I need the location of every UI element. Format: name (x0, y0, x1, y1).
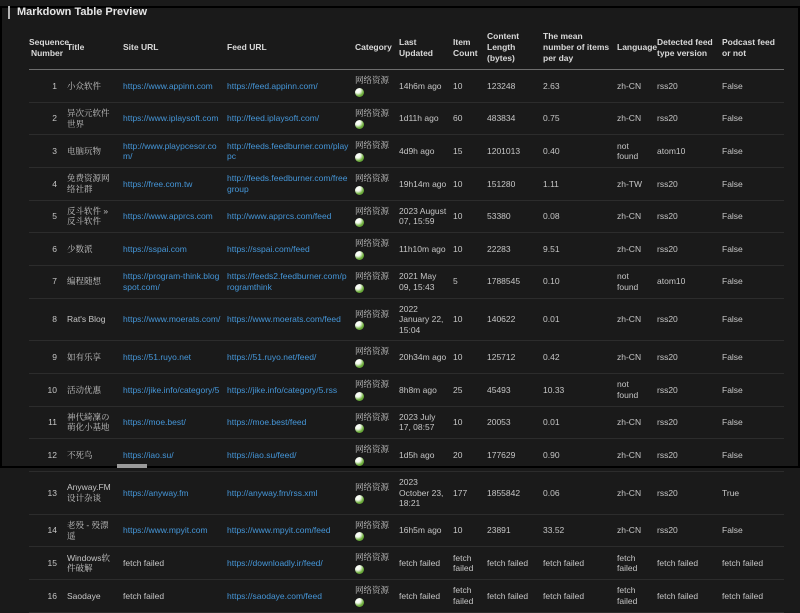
cell-category (355, 439, 399, 472)
cell-podcast-or-not: False (722, 374, 784, 407)
site-url-link[interactable]: https://iao.su/ (123, 449, 174, 460)
table-body (29, 70, 784, 613)
table-header-row (29, 24, 784, 70)
feed-url-link[interactable]: https://sspai.com/feed (227, 243, 310, 254)
cell-language: zh-CN (617, 514, 657, 547)
category-label: 网络资源 (355, 107, 390, 118)
cell-sequence-number: 6 (29, 233, 67, 266)
cell-mean-items-per-day: 0.01 (543, 298, 617, 341)
feed-url-link[interactable]: https://saodaye.com/feed (227, 590, 322, 601)
cell-content-length: 125712 (487, 341, 543, 374)
cell-last-updated: 16h5m ago (399, 514, 453, 547)
feed-url-link[interactable]: https://iao.su/feed/ (227, 449, 297, 460)
cell-feed-type-version: rss20 (657, 471, 722, 514)
cell-title: 异次元软件世界 (67, 102, 123, 135)
cell-feed-type-version: rss20 (657, 168, 722, 201)
cell-site-url (123, 471, 227, 514)
cell-language: zh-CN (617, 439, 657, 472)
cell-last-updated: fetch failed (399, 580, 453, 613)
table-row (29, 265, 784, 298)
feed-url-link[interactable]: https://feeds2.feedburner.com/programthink (227, 271, 347, 292)
cell-category (355, 200, 399, 233)
category-label: 网络资源 (355, 585, 390, 596)
cell-last-updated: 1d11h ago (399, 102, 453, 135)
cell-content-length: 177629 (487, 439, 543, 472)
cell-podcast-or-not: False (722, 439, 784, 472)
column-header-last-updated: Last Updated (399, 24, 453, 70)
cell-podcast-or-not: False (722, 406, 784, 439)
cell-item-count: fetch failed (453, 580, 487, 613)
cell-category (355, 374, 399, 407)
category-label: 网络资源 (355, 519, 390, 530)
cell-sequence-number: 3 (29, 135, 67, 168)
table-row (29, 547, 784, 580)
site-url-link[interactable]: https://www.apprcs.com (123, 211, 213, 222)
cell-podcast-or-not: True (722, 471, 784, 514)
cell-language: zh-CN (617, 471, 657, 514)
table-row (29, 514, 784, 547)
cell-title: 神代綺凜の萌化小基地 (67, 406, 123, 439)
site-url-link[interactable]: https://moe.best/ (123, 417, 186, 428)
cell-mean-items-per-day: 10.33 (543, 374, 617, 407)
cell-last-updated: 4d9h ago (399, 135, 453, 168)
cell-feed-url (227, 298, 355, 341)
cell-language: not found (617, 265, 657, 298)
cell-item-count: 5 (453, 265, 487, 298)
column-header-content-length: Content Length (bytes) (487, 24, 543, 70)
category-label: 网络资源 (355, 270, 390, 281)
cell-sequence-number: 7 (29, 265, 67, 298)
feed-url-link[interactable]: http://anyway.fm/rss.xml (227, 487, 318, 498)
cell-feed-url (227, 547, 355, 580)
site-url-link[interactable]: https://anyway.fm (123, 487, 189, 498)
cell-mean-items-per-day: 0.01 (543, 406, 617, 439)
feed-url-link[interactable]: https://moe.best/feed (227, 417, 307, 428)
cell-language: not found (617, 374, 657, 407)
table-row (29, 580, 784, 613)
cell-feed-type-version: atom10 (657, 265, 722, 298)
cell-item-count: 10 (453, 200, 487, 233)
cell-category (355, 102, 399, 135)
cell-podcast-or-not: False (722, 514, 784, 547)
cell-category (355, 514, 399, 547)
table-row (29, 70, 784, 103)
category-icon (355, 359, 364, 368)
cell-sequence-number: 11 (29, 406, 67, 439)
table-row (29, 200, 784, 233)
cell-last-updated: 2023 August 07, 15:59 (399, 200, 453, 233)
cell-feed-url (227, 406, 355, 439)
category-icon (355, 153, 364, 162)
site-url-link[interactable]: https://51.ruyo.net (123, 351, 192, 362)
cell-language: zh-CN (617, 341, 657, 374)
cell-feed-url (227, 102, 355, 135)
feed-url-link[interactable]: http://feed.iplaysoft.com/ (227, 113, 320, 124)
cell-feed-type-version: fetch failed (657, 547, 722, 580)
horizontal-scrollbar-thumb[interactable] (117, 464, 147, 468)
site-url-link: fetch failed (123, 590, 165, 601)
feed-url-link[interactable]: https://www.moerats.com/feed (227, 314, 341, 325)
site-url-link[interactable]: https://www.mpyit.com (123, 525, 208, 536)
cell-language: zh-TW (617, 168, 657, 201)
cell-language: zh-CN (617, 406, 657, 439)
cell-item-count: 60 (453, 102, 487, 135)
cell-site-url (123, 580, 227, 613)
cell-category (355, 406, 399, 439)
category-label: 网络资源 (355, 346, 390, 357)
category-label: 网络资源 (355, 173, 390, 184)
cell-site-url (123, 547, 227, 580)
cell-mean-items-per-day: 0.42 (543, 341, 617, 374)
cell-site-url (123, 374, 227, 407)
cell-site-url (123, 135, 227, 168)
cell-content-length: 45493 (487, 374, 543, 407)
cell-mean-items-per-day: 0.40 (543, 135, 617, 168)
category-icon (355, 565, 364, 574)
cell-item-count: 10 (453, 70, 487, 103)
cell-mean-items-per-day: 9.51 (543, 233, 617, 266)
feed-url-link[interactable]: http://www.apprcs.com/feed (227, 211, 332, 222)
category-label: 网络资源 (355, 482, 390, 493)
category-icon (355, 495, 364, 504)
cell-last-updated: 20h34m ago (399, 341, 453, 374)
cell-content-length: 1855842 (487, 471, 543, 514)
cell-category (355, 135, 399, 168)
table-row (29, 406, 784, 439)
cell-last-updated: 2021 May 09, 15:43 (399, 265, 453, 298)
site-url-link[interactable]: http://www.playpcesor.com/ (123, 140, 217, 162)
cell-feed-type-version: rss20 (657, 102, 722, 135)
cell-language: zh-CN (617, 70, 657, 103)
cell-content-length: 483834 (487, 102, 543, 135)
cell-item-count: 10 (453, 341, 487, 374)
cell-title: 活动优惠 (67, 374, 123, 407)
cell-podcast-or-not: False (722, 70, 784, 103)
category-icon (355, 251, 364, 260)
table-row (29, 471, 784, 514)
cell-item-count: 10 (453, 298, 487, 341)
cell-content-length: fetch failed (487, 547, 543, 580)
column-header-site-url: Site URL (123, 24, 227, 70)
cell-title: Anyway.FM 设计杂谈 (67, 471, 123, 514)
cell-title: 电脑玩物 (67, 135, 123, 168)
column-header-language: Language (617, 24, 657, 70)
cell-feed-type-version: rss20 (657, 439, 722, 472)
cell-feed-type-version: rss20 (657, 406, 722, 439)
cell-podcast-or-not: False (722, 341, 784, 374)
cell-title: Windows软件破解 (67, 547, 123, 580)
category-icon (355, 88, 364, 97)
category-icon (355, 218, 364, 227)
table-row (29, 168, 784, 201)
feed-table (29, 24, 784, 613)
category-icon (355, 186, 364, 195)
feed-url-link[interactable]: http://feeds.feedburner.com/freegroup (227, 173, 348, 194)
cell-content-length: 1201013 (487, 135, 543, 168)
cell-category (355, 298, 399, 341)
cell-item-count: 20 (453, 439, 487, 472)
cell-content-length: 53380 (487, 200, 543, 233)
site-url-link[interactable]: https://free.com.tw (123, 178, 193, 189)
cell-content-length: 22283 (487, 233, 543, 266)
cell-site-url (123, 168, 227, 201)
cell-site-url (123, 298, 227, 341)
cell-mean-items-per-day: 0.08 (543, 200, 617, 233)
column-header-item-count: Item Count (453, 24, 487, 70)
cell-item-count: 10 (453, 168, 487, 201)
cell-podcast-or-not: fetch failed (722, 547, 784, 580)
cell-feed-type-version: rss20 (657, 200, 722, 233)
column-header-feed-url: Feed URL (227, 24, 355, 70)
cell-mean-items-per-day: 33.52 (543, 514, 617, 547)
cell-mean-items-per-day: 0.06 (543, 471, 617, 514)
cell-sequence-number: 4 (29, 168, 67, 201)
cell-mean-items-per-day: fetch failed (543, 547, 617, 580)
table-row (29, 102, 784, 135)
cell-mean-items-per-day: 2.63 (543, 70, 617, 103)
cell-category (355, 341, 399, 374)
cell-podcast-or-not: False (722, 298, 784, 341)
cell-item-count: 10 (453, 514, 487, 547)
cell-site-url (123, 233, 227, 266)
category-label: 网络资源 (355, 205, 390, 216)
category-label: 网络资源 (355, 552, 390, 563)
category-icon (355, 424, 364, 433)
column-header-feed-type-version: Detected feed type version (657, 24, 722, 70)
cell-item-count: 177 (453, 471, 487, 514)
category-label: 网络资源 (355, 140, 390, 151)
feed-url-link[interactable]: https://www.mpyit.com/feed (227, 525, 331, 536)
cell-podcast-or-not: False (722, 102, 784, 135)
cell-site-url (123, 70, 227, 103)
cell-feed-type-version: rss20 (657, 514, 722, 547)
cell-language: zh-CN (617, 102, 657, 135)
cell-feed-url (227, 514, 355, 547)
category-icon (355, 598, 364, 607)
cell-category (355, 265, 399, 298)
cell-sequence-number: 9 (29, 341, 67, 374)
cell-title: 少数派 (67, 233, 123, 266)
site-url-link[interactable]: https://jike.info/category/5 (123, 384, 220, 395)
cell-title: 如有乐享 (67, 341, 123, 374)
feed-url-link[interactable]: https://feed.appinn.com/ (227, 80, 318, 91)
cell-feed-url (227, 200, 355, 233)
cell-site-url (123, 514, 227, 547)
column-header-title: Title (67, 24, 123, 70)
cell-sequence-number: 1 (29, 70, 67, 103)
cell-category (355, 70, 399, 103)
column-header-podcast-or-not: Podcast feed or not (722, 24, 784, 70)
cell-feed-type-version: rss20 (657, 374, 722, 407)
column-header-category: Category (355, 24, 399, 70)
table-row (29, 135, 784, 168)
cell-feed-type-version: atom10 (657, 135, 722, 168)
cell-sequence-number: 10 (29, 374, 67, 407)
category-label: 网络资源 (355, 308, 390, 319)
cell-content-length: 140622 (487, 298, 543, 341)
cell-last-updated: 14h6m ago (399, 70, 453, 103)
feed-url-link[interactable]: http://feeds.feedburner.com/playpc (227, 140, 349, 162)
cell-feed-type-version: fetch failed (657, 580, 722, 613)
cell-item-count: 10 (453, 406, 487, 439)
cell-site-url (123, 102, 227, 135)
cell-site-url (123, 265, 227, 298)
cell-title: 反斗软件 » 反斗软件 (67, 200, 123, 233)
cell-site-url (123, 341, 227, 374)
category-icon (355, 392, 364, 401)
site-url-link[interactable]: https://sspai.com (123, 243, 187, 254)
category-icon (355, 532, 364, 541)
cell-site-url (123, 200, 227, 233)
cell-mean-items-per-day: 0.75 (543, 102, 617, 135)
cell-last-updated: 11h10m ago (399, 233, 453, 266)
cell-language: zh-CN (617, 233, 657, 266)
cell-podcast-or-not: False (722, 233, 784, 266)
feed-url-link[interactable]: https://51.ruyo.net/feed/ (227, 351, 317, 362)
cell-category (355, 168, 399, 201)
cell-category (355, 233, 399, 266)
cell-sequence-number: 14 (29, 514, 67, 547)
cell-title: 不死鸟 (67, 439, 123, 472)
cell-feed-url (227, 233, 355, 266)
cell-mean-items-per-day: 0.10 (543, 265, 617, 298)
cell-podcast-or-not: False (722, 200, 784, 233)
cell-feed-url (227, 374, 355, 407)
cell-last-updated: 2022 January 22, 15:04 (399, 298, 453, 341)
cell-feed-type-version: rss20 (657, 233, 722, 266)
cell-language: fetch failed (617, 580, 657, 613)
site-url-link: fetch failed (123, 557, 165, 568)
cell-item-count: fetch failed (453, 547, 487, 580)
cell-language: zh-CN (617, 200, 657, 233)
cell-sequence-number: 12 (29, 439, 67, 472)
cell-feed-url (227, 168, 355, 201)
cell-mean-items-per-day: fetch failed (543, 580, 617, 613)
category-label: 网络资源 (355, 444, 390, 455)
feed-url-link[interactable]: https://jike.info/category/5.rss (227, 384, 338, 395)
cell-site-url (123, 406, 227, 439)
cell-sequence-number: 15 (29, 547, 67, 580)
cell-sequence-number: 13 (29, 471, 67, 514)
cell-mean-items-per-day: 0.90 (543, 439, 617, 472)
category-icon (355, 321, 364, 330)
cell-title: Rat's Blog (67, 298, 123, 341)
markdown-table-preview-panel (0, 6, 800, 613)
page-title: Markdown Table Preview (8, 6, 800, 19)
category-label: 网络资源 (355, 379, 390, 390)
cell-title: 小众软件 (67, 70, 123, 103)
site-url-link[interactable]: https://www.appinn.com (123, 80, 213, 91)
category-icon (355, 120, 364, 129)
cell-content-length: 20053 (487, 406, 543, 439)
cell-last-updated: 2023 October 23, 18:21 (399, 471, 453, 514)
category-icon (355, 457, 364, 466)
cell-podcast-or-not: fetch failed (722, 580, 784, 613)
cell-title: 老殁 - 殁漂遥 (67, 514, 123, 547)
site-url-link[interactable]: https://www.moerats.com/ (123, 314, 221, 325)
cell-feed-type-version: rss20 (657, 341, 722, 374)
cell-feed-type-version: rss20 (657, 298, 722, 341)
cell-sequence-number: 16 (29, 580, 67, 613)
cell-feed-url (227, 439, 355, 472)
column-header-mean-items-per-day: The mean number of items per day (543, 24, 617, 70)
cell-language: zh-CN (617, 298, 657, 341)
cell-content-length: 123248 (487, 70, 543, 103)
cell-feed-type-version: rss20 (657, 70, 722, 103)
category-label: 网络资源 (355, 75, 390, 86)
feed-url-link[interactable]: https://downloadly.ir/feed/ (227, 557, 323, 568)
cell-content-length: 23891 (487, 514, 543, 547)
cell-language: fetch failed (617, 547, 657, 580)
cell-title: Saodaye (67, 580, 123, 613)
cell-feed-url (227, 471, 355, 514)
cell-title: 编程随想 (67, 265, 123, 298)
cell-sequence-number: 5 (29, 200, 67, 233)
cell-last-updated: fetch failed (399, 547, 453, 580)
cell-category (355, 547, 399, 580)
cell-item-count: 25 (453, 374, 487, 407)
cell-last-updated: 19h14m ago (399, 168, 453, 201)
cell-content-length: fetch failed (487, 580, 543, 613)
table-row (29, 233, 784, 266)
cell-language: not found (617, 135, 657, 168)
cell-podcast-or-not: False (722, 135, 784, 168)
cell-feed-url (227, 580, 355, 613)
cell-last-updated: 2023 July 17, 08:57 (399, 406, 453, 439)
cell-last-updated: 8h8m ago (399, 374, 453, 407)
cell-last-updated: 1d5h ago (399, 439, 453, 472)
cell-podcast-or-not: False (722, 265, 784, 298)
table-row (29, 341, 784, 374)
cell-feed-url (227, 135, 355, 168)
category-icon (355, 284, 364, 293)
cell-content-length: 1788545 (487, 265, 543, 298)
cell-feed-url (227, 341, 355, 374)
site-url-link[interactable]: https://program-think.blogspot.com/ (123, 271, 220, 292)
cell-item-count: 15 (453, 135, 487, 168)
site-url-link[interactable]: https://www.iplaysoft.com (123, 113, 219, 124)
table-row (29, 374, 784, 407)
cell-title: 免费资源网络社群 (67, 168, 123, 201)
category-label: 网络资源 (355, 238, 390, 249)
table-row (29, 298, 784, 341)
cell-category (355, 580, 399, 613)
cell-category (355, 471, 399, 514)
category-label: 网络资源 (355, 411, 390, 422)
cell-mean-items-per-day: 1.11 (543, 168, 617, 201)
cell-item-count: 10 (453, 233, 487, 266)
cell-podcast-or-not: False (722, 168, 784, 201)
cell-content-length: 151280 (487, 168, 543, 201)
cell-feed-url (227, 70, 355, 103)
cell-feed-url (227, 265, 355, 298)
cell-sequence-number: 8 (29, 298, 67, 341)
cell-sequence-number: 2 (29, 102, 67, 135)
column-header-sequence-number: Sequence Number (29, 24, 67, 70)
